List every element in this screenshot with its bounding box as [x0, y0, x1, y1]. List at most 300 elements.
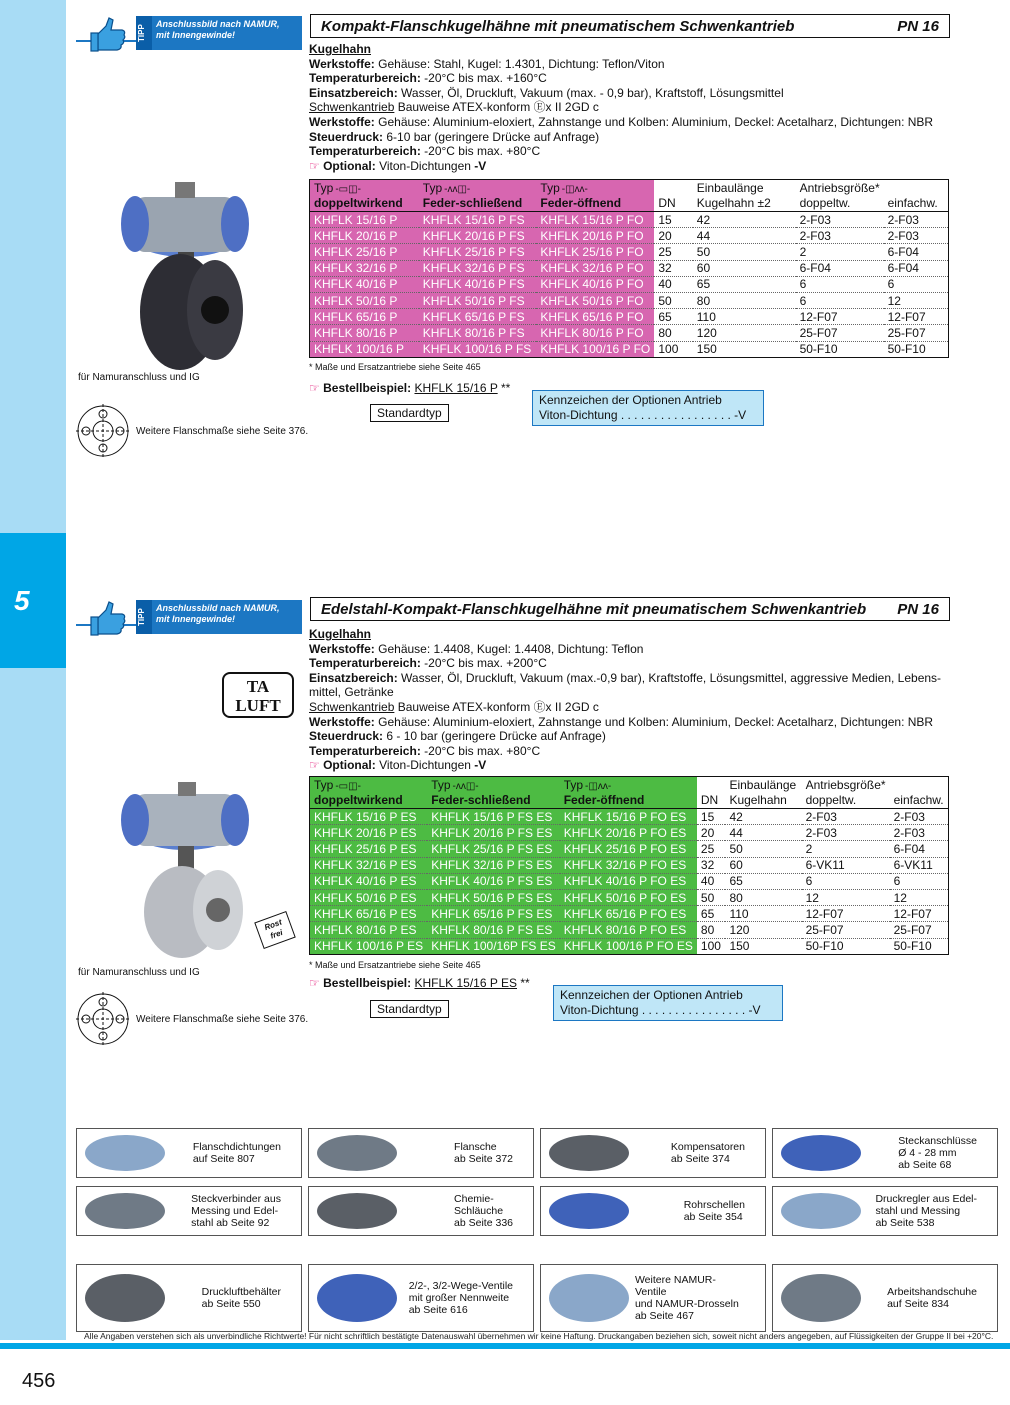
header-cell: Kugelhahn	[725, 793, 801, 809]
table-cell: KHFLK 50/16 P FS	[419, 292, 537, 308]
table-cell: 12-F07	[796, 309, 884, 325]
rostfrei-text: Rost frei	[263, 917, 284, 941]
tip-box	[76, 600, 302, 636]
related-product-line: ab Seite 374	[670, 1153, 730, 1165]
table-cell: KHFLK 25/16 P	[310, 244, 419, 260]
order-example	[309, 976, 530, 990]
table-cell: KHFLK 65/16 P FO	[536, 309, 654, 325]
table-cell: KHFLK 32/16 P ES	[310, 857, 428, 873]
thumbs-up-icon	[76, 600, 136, 636]
table-cell: 60	[693, 260, 796, 276]
table-cell: 60	[725, 857, 801, 873]
table-cell: 6	[796, 292, 884, 308]
table-cell: KHFLK 80/16 P FO ES	[560, 922, 697, 938]
chapter-number: 5	[14, 585, 30, 616]
table-cell: KHFLK 65/16 P ES	[310, 906, 428, 922]
header-cell: doppeltwirkend	[310, 196, 419, 212]
table-row[interactable]	[310, 857, 949, 873]
table-cell: 15	[654, 212, 692, 228]
spec-value: Viton-Dichtungen	[375, 758, 475, 773]
order-suffix: **	[520, 976, 530, 990]
section-stainless	[70, 596, 960, 1036]
table-row[interactable]	[310, 906, 949, 922]
related-product-text	[202, 1286, 281, 1310]
valve-symbol-icon: -ʌʌ◫-	[452, 780, 479, 792]
table-cell: 6-VK11	[890, 857, 949, 873]
table-cell: 25	[654, 244, 692, 260]
table-cell: KHFLK 15/16 P FS ES	[427, 809, 560, 825]
rohrschellen-product-icon	[541, 1189, 637, 1233]
header-cell: Feder-öffnend	[536, 196, 654, 212]
legal-footnote: Alle Angaben verstehen sich als unverbindliche Richtwerte! Für nicht schriftlich bestätigte Datenauswahl übernehmen wir keine Haftung. Druckangaben beziehen sich, soweit nicht anders angegeben, auf Flüssigkeiten der Gruppe II bei +20°C.	[84, 1331, 994, 1341]
table-header-row	[310, 180, 949, 196]
spec-line	[309, 42, 949, 57]
spec-line	[309, 115, 949, 130]
related-product-flanschdichtungen[interactable]	[76, 1128, 302, 1178]
table-cell: 6-F04	[884, 244, 949, 260]
spec-label: Steuerdruck:	[309, 729, 384, 744]
ta-luft-line1: TA	[246, 677, 270, 696]
spec-line	[309, 627, 949, 642]
related-product-line: Weitere NAMUR-Ventile	[634, 1274, 716, 1298]
table-cell: KHFLK 40/16 P FO ES	[560, 873, 697, 889]
spec-value: Wasser, Öl, Druckluft, Vakuum (max.-0,9 bar), Kraftstoffe, Lösungsmittel, aggressive Medien, Lebens-	[397, 670, 942, 685]
related-product-text	[409, 1280, 513, 1316]
table-cell: 6-F04	[884, 260, 949, 276]
spec-value: Wasser, Öl, Druckluft, Vakuum (max. - 0,9 bar), Kraftstoff, Lösungsmittel	[397, 85, 784, 100]
namur-ventile-product-icon	[541, 1268, 635, 1328]
options-viton-line: Viton-Dichtung . . . . . . . . . . . . . . . . -V	[560, 1003, 761, 1017]
spec-label: Werkstoffe:	[309, 56, 375, 71]
valve-symbol-icon: -ʌʌ◫-	[444, 183, 471, 195]
ta-luft-line2: LUFT	[235, 696, 281, 715]
table-cell: 50	[725, 841, 801, 857]
table-cell: 65	[725, 873, 801, 889]
header-cell	[427, 777, 560, 793]
table-cell: 80	[693, 292, 796, 308]
table-cell: 12	[884, 292, 949, 308]
table-cell: KHFLK 32/16 P	[310, 260, 419, 276]
product-table	[309, 179, 949, 358]
header-type-label: Typ	[314, 777, 334, 792]
table-cell: 100	[697, 938, 726, 954]
options-box	[553, 985, 783, 1021]
table-cell: 50-F10	[802, 938, 890, 954]
namur-caption: für Namuranschluss und IG	[78, 372, 200, 383]
table-cell: 12	[890, 889, 949, 905]
table-cell: KHFLK 15/16 P FS	[419, 212, 537, 228]
spec-suffix: -V	[474, 758, 487, 773]
related-product-line: ab Seite 616	[408, 1304, 468, 1316]
pointing-hand-icon: ☞	[309, 381, 320, 395]
related-product-line: und NAMUR-Drosseln	[634, 1298, 739, 1310]
table-cell: 120	[693, 325, 796, 341]
table-cell: KHFLK 80/16 P	[310, 325, 419, 341]
order-value: KHFLK 15/16 P	[414, 381, 498, 395]
table-cell: 65	[654, 309, 692, 325]
spec-line	[309, 715, 949, 730]
table-cell: 2-F03	[884, 228, 949, 244]
table-cell: 50-F10	[890, 938, 949, 954]
spec-value: -20°C bis max. +160°C	[420, 71, 547, 86]
table-cell: 150	[725, 938, 801, 954]
related-product-druckluftbehaelter[interactable]	[76, 1264, 302, 1332]
related-product-line: ab Seite 336	[454, 1217, 513, 1229]
table-cell: 25-F07	[796, 325, 884, 341]
table-cell: KHFLK 15/16 P	[310, 212, 419, 228]
spec-label: Schwenkantrieb	[309, 100, 395, 115]
related-product-line: Flanschdichtungen	[192, 1141, 281, 1153]
spec-value: Gehäuse: Stahl, Kugel: 1.4301, Dichtung: Teflon/Viton	[374, 56, 665, 71]
product-table	[309, 776, 949, 955]
title-text: Kompakt-Flanschkugelhähne mit pneumatischem Schwenkantrieb	[321, 17, 795, 35]
spec-label: Kugelhahn	[309, 42, 371, 56]
header-cell	[693, 180, 796, 196]
spec-label: Kugelhahn	[309, 627, 371, 641]
related-product-rohrschellen[interactable]	[540, 1186, 766, 1236]
table-cell: 50	[697, 889, 726, 905]
table-cell: 44	[725, 825, 801, 841]
chapter-sidebar	[0, 0, 66, 1340]
related-product-namur-ventile[interactable]	[540, 1264, 766, 1332]
table-cell: 42	[693, 212, 796, 228]
related-product-line: Rohrschellen	[683, 1199, 745, 1211]
spec-value: 6-10 bar (geringere Drücke auf Anfrage)	[383, 129, 600, 144]
related-product-arbeitshandschuhe[interactable]	[772, 1264, 998, 1332]
tip-label: TIPP	[136, 16, 152, 50]
related-products-row	[76, 1264, 998, 1332]
table-cell: 65	[697, 906, 726, 922]
header-cell	[884, 180, 949, 196]
tip-text-line1: Anschlussbild nach NAMUR,	[156, 19, 280, 29]
header-cell	[654, 180, 692, 196]
related-product-line: stahl ab Seite 92	[191, 1217, 270, 1229]
table-cell: 6-F04	[890, 841, 949, 857]
header-cell	[560, 777, 697, 793]
spec-label: Schwenkantrieb	[309, 699, 395, 714]
related-product-line: Steckanschlüsse	[898, 1135, 977, 1147]
table-row[interactable]	[310, 309, 949, 325]
related-product-chemieschlaeuche[interactable]	[308, 1186, 534, 1236]
related-product-line: ab Seite 550	[201, 1298, 261, 1310]
table-cell: 2-F03	[796, 212, 884, 228]
related-product-line: mit großer Nennweite	[408, 1292, 510, 1304]
ta-luft-badge	[222, 672, 294, 718]
header-type-label: Typ	[563, 777, 584, 792]
spec-value: Gehäuse: Aluminium-eloxiert, Zahnstange und Kolben: Aluminium, Deckel: Acetalharz, Dichtungen: NBR	[374, 114, 934, 129]
standard-type-box: Standardtyp	[370, 1000, 449, 1018]
table-cell: 150	[693, 341, 796, 357]
table-cell: 42	[725, 809, 801, 825]
table-cell: 12-F07	[802, 906, 890, 922]
header-cell	[890, 777, 949, 793]
table-cell: 20	[654, 228, 692, 244]
spec-description	[309, 627, 949, 773]
related-product-line: ab Seite 538	[875, 1217, 935, 1229]
related-product-steckanschluesse[interactable]	[772, 1128, 998, 1178]
pn-rating: PN 16	[897, 600, 939, 618]
thumbs-up-icon	[76, 16, 136, 52]
table-cell: 50	[654, 292, 692, 308]
header-cell	[802, 777, 890, 793]
header-cell: einfachw.	[890, 793, 949, 809]
table-cell: KHFLK 100/16 P FO	[536, 341, 654, 357]
arbeitshandschuhe-product-icon	[773, 1268, 869, 1328]
related-product-wegeventile[interactable]	[308, 1264, 534, 1332]
related-product-line: Kompensatoren	[670, 1141, 745, 1153]
spec-label: Temperaturbereich:	[309, 656, 421, 671]
table-cell: KHFLK 50/16 P FS ES	[427, 889, 560, 905]
spec-label: Temperaturbereich:	[309, 71, 421, 86]
table-cell: KHFLK 100/16 P ES	[310, 938, 428, 954]
related-product-line: Druckregler aus Edel-	[875, 1193, 977, 1205]
table-row[interactable]	[310, 873, 949, 889]
tip-label: TIPP	[136, 600, 152, 634]
table-row[interactable]	[310, 276, 949, 292]
related-product-kompensatoren[interactable]	[540, 1128, 766, 1178]
spec-label: Temperaturbereich:	[309, 743, 421, 758]
table-cell: 110	[725, 906, 801, 922]
header-cell: doppeltw.	[802, 793, 890, 809]
chapter-tab[interactable]	[0, 533, 66, 668]
header-type-label: Typ	[431, 777, 451, 792]
table-cell: 6	[802, 873, 890, 889]
table-cell: 32	[697, 857, 726, 873]
spec-label: Einsatzbereich:	[309, 85, 398, 100]
table-cell: 80	[725, 889, 801, 905]
header-cell	[796, 180, 884, 196]
order-value: KHFLK 15/16 P ES	[414, 976, 517, 990]
table-cell: 6	[796, 276, 884, 292]
related-product-line: ab Seite 68	[898, 1159, 952, 1171]
flange-diagram-icon	[76, 404, 130, 458]
spec-label: Optional:	[323, 758, 376, 773]
related-product-text	[635, 1274, 745, 1322]
spec-label: Werkstoffe:	[309, 114, 375, 129]
table-cell: 12	[802, 889, 890, 905]
table-cell: 2	[802, 841, 890, 857]
table-cell: KHFLK 50/16 P FO	[536, 292, 654, 308]
table-cell: KHFLK 100/16 P FO ES	[560, 938, 697, 954]
spec-value: 6 - 10 bar (geringere Drücke auf Anfrage)	[383, 729, 606, 744]
related-product-line: auf Seite 834	[887, 1298, 949, 1310]
table-row[interactable]	[310, 938, 949, 954]
table-cell: KHFLK 80/16 P FS ES	[427, 922, 560, 938]
header-label: Antriebsgröße*	[799, 180, 880, 195]
header-type-label: Typ	[314, 180, 334, 195]
table-cell: KHFLK 40/16 P ES	[310, 873, 428, 889]
related-product-line: ab Seite 372	[454, 1153, 513, 1165]
table-cell: 50-F10	[796, 341, 884, 357]
spec-line	[309, 86, 949, 101]
table-subheader-row	[310, 196, 949, 212]
related-product-line: auf Seite 807	[192, 1153, 255, 1165]
table-row[interactable]	[310, 260, 949, 276]
valve-symbol-icon: -▭◫-	[335, 780, 361, 792]
header-label: Einbaulänge	[729, 777, 797, 792]
bottom-accent-bar	[0, 1343, 1010, 1349]
order-example	[309, 381, 510, 395]
table-row[interactable]	[310, 212, 949, 228]
table-row[interactable]	[310, 341, 949, 357]
spec-line	[309, 130, 949, 145]
table-cell: 65	[693, 276, 796, 292]
spec-value: mittel, Getränke	[309, 685, 394, 700]
ball-valve-actuator-image	[110, 172, 260, 372]
table-row[interactable]	[310, 292, 949, 308]
options-viton-line: Viton-Dichtung . . . . . . . . . . . . . . . . . -V	[539, 408, 747, 422]
spec-label: Optional:	[323, 158, 376, 173]
table-row[interactable]	[310, 325, 949, 341]
steckverbinder-product-icon	[77, 1189, 173, 1233]
header-cell	[310, 777, 428, 793]
table-row[interactable]	[310, 228, 949, 244]
related-product-text	[875, 1193, 977, 1229]
spec-value: Gehäuse: Aluminium-eloxiert, Zahnstange und Kolben: Aluminium, Deckel: Acetalharz, Dichtungen: NBR	[374, 714, 934, 729]
related-product-line: ab Seite 467	[634, 1310, 694, 1322]
spec-line	[309, 159, 949, 174]
flange-caption: Weitere Flanschmaße siehe Seite 376.	[136, 426, 309, 437]
spec-description	[309, 42, 949, 173]
related-product-line: Schläuche	[454, 1205, 504, 1217]
table-cell: 120	[725, 922, 801, 938]
table-cell: KHFLK 65/16 P FS ES	[427, 906, 560, 922]
table-cell: KHFLK 32/16 P FO ES	[560, 857, 697, 873]
table-cell: KHFLK 20/16 P FO ES	[560, 825, 697, 841]
related-product-line: stahl und Messing	[875, 1205, 961, 1217]
table-cell: KHFLK 20/16 P FS	[419, 228, 537, 244]
pointing-hand-icon: ☞	[309, 976, 320, 990]
header-cell: einfachw.	[884, 196, 949, 212]
table-cell: KHFLK 15/16 P FO	[536, 212, 654, 228]
table-header-row	[310, 777, 949, 793]
related-product-text	[671, 1141, 745, 1165]
table-row[interactable]	[310, 889, 949, 905]
spec-label: Einsatzbereich:	[309, 670, 398, 685]
table-cell: KHFLK 15/16 P FO ES	[560, 809, 697, 825]
table-cell: KHFLK 20/16 P FO	[536, 228, 654, 244]
related-product-text	[887, 1286, 977, 1310]
table-cell: KHFLK 40/16 P FS	[419, 276, 537, 292]
chemieschlaeuche-product-icon	[309, 1189, 405, 1233]
table-cell: 2-F03	[884, 212, 949, 228]
related-product-text	[684, 1199, 745, 1223]
related-product-text	[193, 1141, 281, 1165]
spec-line	[309, 100, 949, 115]
related-product-steckverbinder[interactable]	[76, 1186, 302, 1236]
related-products-row	[76, 1186, 998, 1236]
rostfrei-badge	[254, 911, 296, 949]
standard-type-box: Standardtyp	[370, 404, 449, 422]
related-product-text	[454, 1141, 513, 1165]
spec-line	[309, 71, 949, 86]
order-suffix: **	[501, 381, 511, 395]
spec-label: Temperaturbereich:	[309, 144, 421, 159]
spec-value: -20°C bis max. +200°C	[420, 656, 547, 671]
table-footnote: * Maße und Ersatzantriebe siehe Seite 465	[309, 960, 481, 970]
order-label: Bestellbeispiel:	[323, 381, 412, 395]
table-row[interactable]	[310, 825, 949, 841]
pointing-hand-icon: ☞	[309, 158, 324, 173]
related-product-line: Ø 4 - 28 mm	[898, 1147, 957, 1159]
table-cell: KHFLK 20/16 P FS ES	[427, 825, 560, 841]
table-cell: 25	[697, 841, 726, 857]
table-cell: 40	[697, 873, 726, 889]
spec-line	[309, 729, 949, 744]
kompensatoren-product-icon	[541, 1131, 637, 1175]
table-cell: KHFLK 15/16 P ES	[310, 809, 428, 825]
spec-value: -20°C bis max. +80°C	[420, 144, 541, 159]
table-cell: 50-F10	[884, 341, 949, 357]
table-cell: 6-VK11	[802, 857, 890, 873]
wegeventile-product-icon	[309, 1268, 405, 1328]
table-cell: KHFLK 100/16 P	[310, 341, 419, 357]
table-cell: KHFLK 50/16 P FO ES	[560, 889, 697, 905]
table-row[interactable]	[310, 809, 949, 825]
header-cell: doppeltw.	[796, 196, 884, 212]
table-cell: KHFLK 100/16P FS ES	[427, 938, 560, 954]
table-row[interactable]	[310, 841, 949, 857]
header-cell: Feder-öffnend	[560, 793, 697, 809]
spec-line	[309, 744, 949, 759]
stainless-ball-valve-image	[110, 782, 260, 967]
spec-label: Werkstoffe:	[309, 714, 375, 729]
title-text: Edelstahl-Kompakt-Flanschkugelhähne mit pneumatischem Schwenkantrieb	[321, 600, 867, 618]
spec-value: Viton-Dichtungen	[375, 158, 475, 173]
table-row[interactable]	[310, 922, 949, 938]
related-product-line: Messing und Edel-	[191, 1205, 279, 1217]
flange-caption: Weitere Flanschmaße siehe Seite 376.	[136, 1014, 309, 1025]
options-title: Kennzeichen der Optionen Antrieb	[539, 393, 722, 407]
table-subheader-row	[310, 793, 949, 809]
table-cell: 2-F03	[890, 809, 949, 825]
options-box	[532, 390, 764, 426]
related-product-flansche[interactable]	[308, 1128, 534, 1178]
options-title: Kennzeichen der Optionen Antrieb	[560, 988, 743, 1002]
table-cell: 2-F03	[796, 228, 884, 244]
related-product-line: Chemie-	[454, 1193, 494, 1205]
spec-value: Bauweise ATEX-konform Ⓔx II 2GD c	[394, 699, 599, 714]
spec-line	[309, 758, 949, 773]
header-cell	[725, 777, 801, 793]
related-product-line: 2/2-, 3/2-Wege-Ventile	[408, 1280, 513, 1292]
spec-line	[309, 671, 949, 686]
header-cell: DN	[654, 196, 692, 212]
table-cell: KHFLK 40/16 P	[310, 276, 419, 292]
table-cell: KHFLK 40/16 P FS ES	[427, 873, 560, 889]
table-cell: 110	[693, 309, 796, 325]
section-steel	[70, 12, 960, 452]
header-cell	[419, 180, 537, 196]
table-cell: KHFLK 80/16 P FS	[419, 325, 537, 341]
header-cell	[310, 180, 419, 196]
related-product-text	[191, 1193, 281, 1229]
header-type-label: Typ	[540, 180, 560, 195]
valve-symbol-icon: -◫ʌʌ-	[585, 780, 612, 792]
related-product-druckregler[interactable]	[772, 1186, 998, 1236]
table-footnote: * Maße und Ersatzantriebe siehe Seite 465	[309, 362, 481, 372]
header-cell: Feder-schließend	[419, 196, 537, 212]
table-cell: 2-F03	[802, 825, 890, 841]
spec-label: Steuerdruck:	[309, 129, 384, 144]
table-cell: KHFLK 20/16 P ES	[310, 825, 428, 841]
valve-symbol-icon: -◫ʌʌ-	[561, 183, 588, 195]
table-row[interactable]	[310, 244, 949, 260]
related-products-row	[76, 1128, 998, 1178]
related-product-text	[898, 1135, 977, 1171]
table-cell: KHFLK 32/16 P FO	[536, 260, 654, 276]
table-cell: 12-F07	[890, 906, 949, 922]
